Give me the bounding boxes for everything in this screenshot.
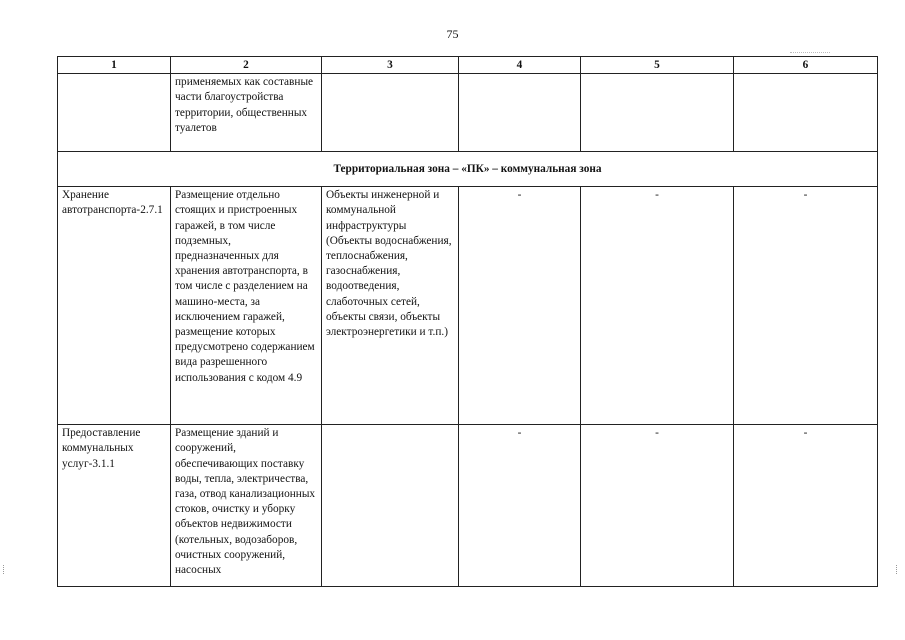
scan-artifact [790,52,830,53]
table-cell: применяемых как составные части благоустройства территории, общественных туалетов [171,74,322,152]
table-cell [734,74,878,152]
scan-artifact-right [896,565,900,574]
table-cell: - [581,425,734,587]
table-cell [58,74,171,152]
header-cell: 1 [58,57,171,74]
zone-title: Территориальная зона – «ПК» – коммунальная зона [58,152,878,187]
table-row [58,187,878,425]
scan-artifact-left [3,565,7,574]
table-row [58,425,878,587]
table-cell: - [734,425,878,587]
zone-row [58,152,878,187]
regulations-table [57,56,878,587]
page-number: 75 [446,27,459,41]
table-cell: Предоставление коммунальных услуг-3.1.1 [58,425,171,587]
table-cell [322,74,459,152]
table-cell [322,425,459,587]
table-cell: - [734,187,878,425]
header-cell: 2 [171,57,322,74]
table-cell [459,74,581,152]
header-cell: 6 [734,57,878,74]
table-cell: - [459,425,581,587]
table-cell: - [459,187,581,425]
table-row [58,74,878,152]
header-cell: 5 [581,57,734,74]
table-header-row [58,57,878,74]
table-cell: - [581,187,734,425]
header-cell: 4 [459,57,581,74]
table-cell: Размещение отдельно стоящих и пристроенных гаражей, в том числе подземных, предназначенных для хранения автотранспорта, в том числе с разделением на машино-места, за исключением гаражей, размещение которых предусмотрено содержанием вида разрешенного использования с кодом 4.9 [171,187,322,425]
table-cell: Объекты инженерной и коммунальной инфраструктуры (Объекты водоснабжения, теплоснабжения, газоснабжения, водоотведения, слаботочных сетей, объекты связи, объекты электроэнергетики и т.п.) [322,187,459,425]
table-cell: Хранение автотранспорта-2.7.1 [58,187,171,425]
table-cell: Размещение зданий и сооружений, обеспечивающих поставку воды, тепла, электричества, газа, отвод канализационных стоков, очистку и уборку объектов недвижимости (котельных, водозаборов, очистных сооружений, насосных [171,425,322,587]
header-cell: 3 [322,57,459,74]
table-cell [581,74,734,152]
